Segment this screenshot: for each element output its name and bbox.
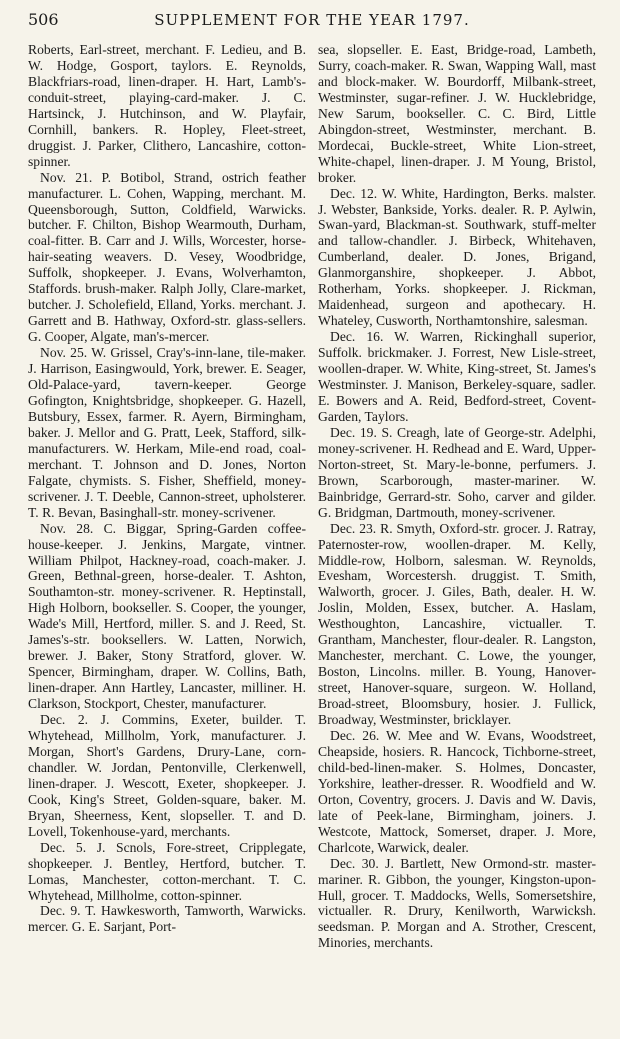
left-column	[28, 42, 306, 951]
paragraph: sea, slopseller. E. East, Bridge-road, Lambeth, Surry, coach-maker. R. Swan, Wapping Wall, mast and block-maker. W. Bourdorff, Milbank-street, Westminster, sugar-refiner. J. W. Hucklebridge, New Sarum, bookseller. C. C. Bird, Little Abingdon-street, Westminster, merchant. B. Mordecai, Buckle-street, White Lion-street, White-chapel, linen-draper. J. M Young, Bristol, broker.	[318, 42, 596, 185]
paragraph: Dec. 30. J. Bartlett, New Ormond-str. master-mariner. R. Gibbon, the younger, Kingston-upon-Hull, grocer. T. Maddocks, Wells, Somersetshire, victualler. R. Drury, Kenilworth, Warwicksh. seedsman. P. Morgan and A. Strother, Crescent, Minories, merchants.	[318, 855, 596, 951]
paragraph: Dec. 12. W. White, Hardington, Berks. malster. J. Webster, Bankside, Yorks. dealer. R. P. Aylwin, Swan-yard, Blackman-st. Southwark, stuff-melter and tallow-chandler. J. Birbeck, Whitehaven, Cumberland, dealer. D. Jones, Brigand, Glanmorganshire, shopkeeper. J. Abbot, Rotherham, Yorks. shopkeeper. J. Rickman, Maidenhead, surgeon and apothecary. H. Whateley, Cusworth, Northamtonshire, salesman.	[318, 185, 596, 329]
right-column	[318, 42, 596, 951]
text-columns	[28, 42, 596, 951]
paragraph: Dec. 5. J. Scnols, Fore-street, Cripplegate, shopkeeper. J. Bentley, Hertford, butcher. T. Lomas, Manchester, cotton-merchant. T. C. Whytehead, Millholme, cotton-spinner.	[28, 839, 306, 903]
paragraph: Dec. 16. W. Warren, Rickinghall superior, Suffolk. brickmaker. J. Forrest, New Lisle-street, woollen-draper. W. White, King-street, St. James's Westminster. J. Manison, Berkeley-square, sadler. E. Bowers and A. Reid, Bedford-street, Covent-Garden, Taylors.	[318, 329, 596, 424]
paragraph: Dec. 2. J. Commins, Exeter, builder. T. Whytehead, Millholm, York, manufacturer. J. Morgan, Short's Gardens, Drury-Lane, corn-chandler. W. Jordan, Pentonville, Clerkenwell, linen-draper. J. Wescott, Exeter, shopkeeper. J. Cook, King's Street, Golden-square, baker. M. Bryan, Sheerness, Kent, slopseller. T. and D. Lovell, Tokenhouse-yard, merchants.	[28, 712, 306, 839]
paragraph: Nov. 28. C. Biggar, Spring-Garden coffee-house-keeper. J. Jenkins, Margate, vintner. William Philpot, Hackney-road, coach-maker. J. Green, Bethnal-green, horse-dealer. T. Ashton, Southamton-str. money-scrivener. R. Heptinstall, High Holborn, bookseller. S. Cooper, the younger, Wade's Mill, Hertford, miller. S. and J. Reed, St. James's-str. booksellers. W. Latten, Norwich, brewer. J. Baker, Stony Stratford, glover. W. Spencer, Birmingham, draper. W. Collins, Bath, linen-draper. Ann Hartley, Lancaster, milliner. H. Clarkson, Stockport, Chester, manufacturer.	[28, 520, 306, 712]
paragraph: Dec. 23. R. Smyth, Oxford-str. grocer. J. Ratray, Paternoster-row, woollen-draper. M. Kelly, Middle-row, Holborn, salesman. W. Reynolds, Evesham, Worcestersh. druggist. T. Smith, Walworth, grocer. J. Giles, Bath, dealer. H. W. Joslin, Molden, Essex, butcher. A. Haslam, Westhoughton, Lancashire, victualler. T. Grantham, Manchester, flour-dealer. R. Langston, Manchester, merchant. C. Lowe, the younger, Boston, Lincolns. miller. B. Young, Hanover-street, Hanover-square, surgeon. W. Holland, Broad-street, Bloomsbury, hosier. J. Fullick, Broadway, Westminster, bricklayer.	[318, 520, 596, 728]
paragraph: Nov. 21. P. Botibol, Strand, ostrich feather manufacturer. L. Cohen, Wapping, merchant. M. Queensborough, Sutton, Coldfield, Warwicks. butcher. F. Chilton, Bishop Wearmouth, Durham, coal-fitter. B. Carr and J. Wills, Worcester, horse-hair-seating weavers. D. Vesey, Woodbridge, Suffolk, shopkeeper. J. Evans, Wolverhamton, Staffords. brush-maker. Ralph Jolly, Clare-market, butcher. J. Scholefield, Elland, Yorks. merchant. J. Garrett and B. Hathway, Oxford-str. glass-sellers. G. Cooper, Algate, man's-mercer.	[28, 169, 306, 345]
running-title: SUPPLEMENT FOR THE YEAR 1797.	[154, 11, 470, 29]
paragraph: Dec. 19. S. Creagh, late of George-str. Adelphi, money-scrivener. H. Redhead and E. Ward, Upper-Norton-street, St. Mary-le-bonne, perfumers. J. Brown, Scarborough, master-mariner. W. Bainbridge, Gerrard-str. Soho, carver and gilder. G. Bridgman, Dartmouth, money-scrivener.	[318, 424, 596, 520]
page-header	[28, 10, 596, 38]
paragraph: Dec. 26. W. Mee and W. Evans, Woodstreet, Cheapside, hosiers. R. Hancock, Tichborne-street, child-bed-linen-maker. S. Holmes, Doncaster, Yorkshire, leather-dresser. R. Woodfield and W. Orton, Coventry, grocers. J. Davis and W. Davis, late of Peek-lane, Birmingham, joiners. J. Westcote, Mattock, Somerset, draper. J. More, Charlcote, Warwick, dealer.	[318, 727, 596, 855]
paragraph: Roberts, Earl-street, merchant. F. Ledieu, and B. W. Hodge, Gosport, taylors. E. Reynolds, Blackfriars-road, linen-draper. H. Hart, Lamb's-conduit-street, playing-card-maker. J. C. Hartsinck, J. Hutchinson, and W. Playfair, Cornhill, bankers. R. Hopley, Fleet-street, druggist. J. Parker, Clithero, Lancashire, cotton-spinner.	[28, 42, 306, 169]
paragraph: Dec. 9. T. Hawkesworth, Tamworth, Warwicks. mercer. G. E. Sarjant, Port-	[28, 903, 306, 935]
page-number: 506	[28, 10, 59, 29]
paragraph: Nov. 25. W. Grissel, Cray's-inn-lane, tile-maker. J. Harrison, Easingwould, York, brewer. E. Seager, Old-Palace-yard, tavern-keeper. George Gofington, Knightsbridge, shopkeeper. G. Hazell, Butsbury, Essex, farmer. R. Ayern, Birmingham, baker. J. Mellor and G. Pratt, Leek, Stafford, silk-manufacturers. W. Herkam, Mile-end road, coal-merchant. T. Johnson and D. Jones, Norton Falgate, chymists. S. Fisher, Sheffield, money-scrivener. J. T. Deeble, Cannon-street, upholsterer. T. R. Bevan, Basinghall-str. money-scrivener.	[28, 345, 306, 520]
